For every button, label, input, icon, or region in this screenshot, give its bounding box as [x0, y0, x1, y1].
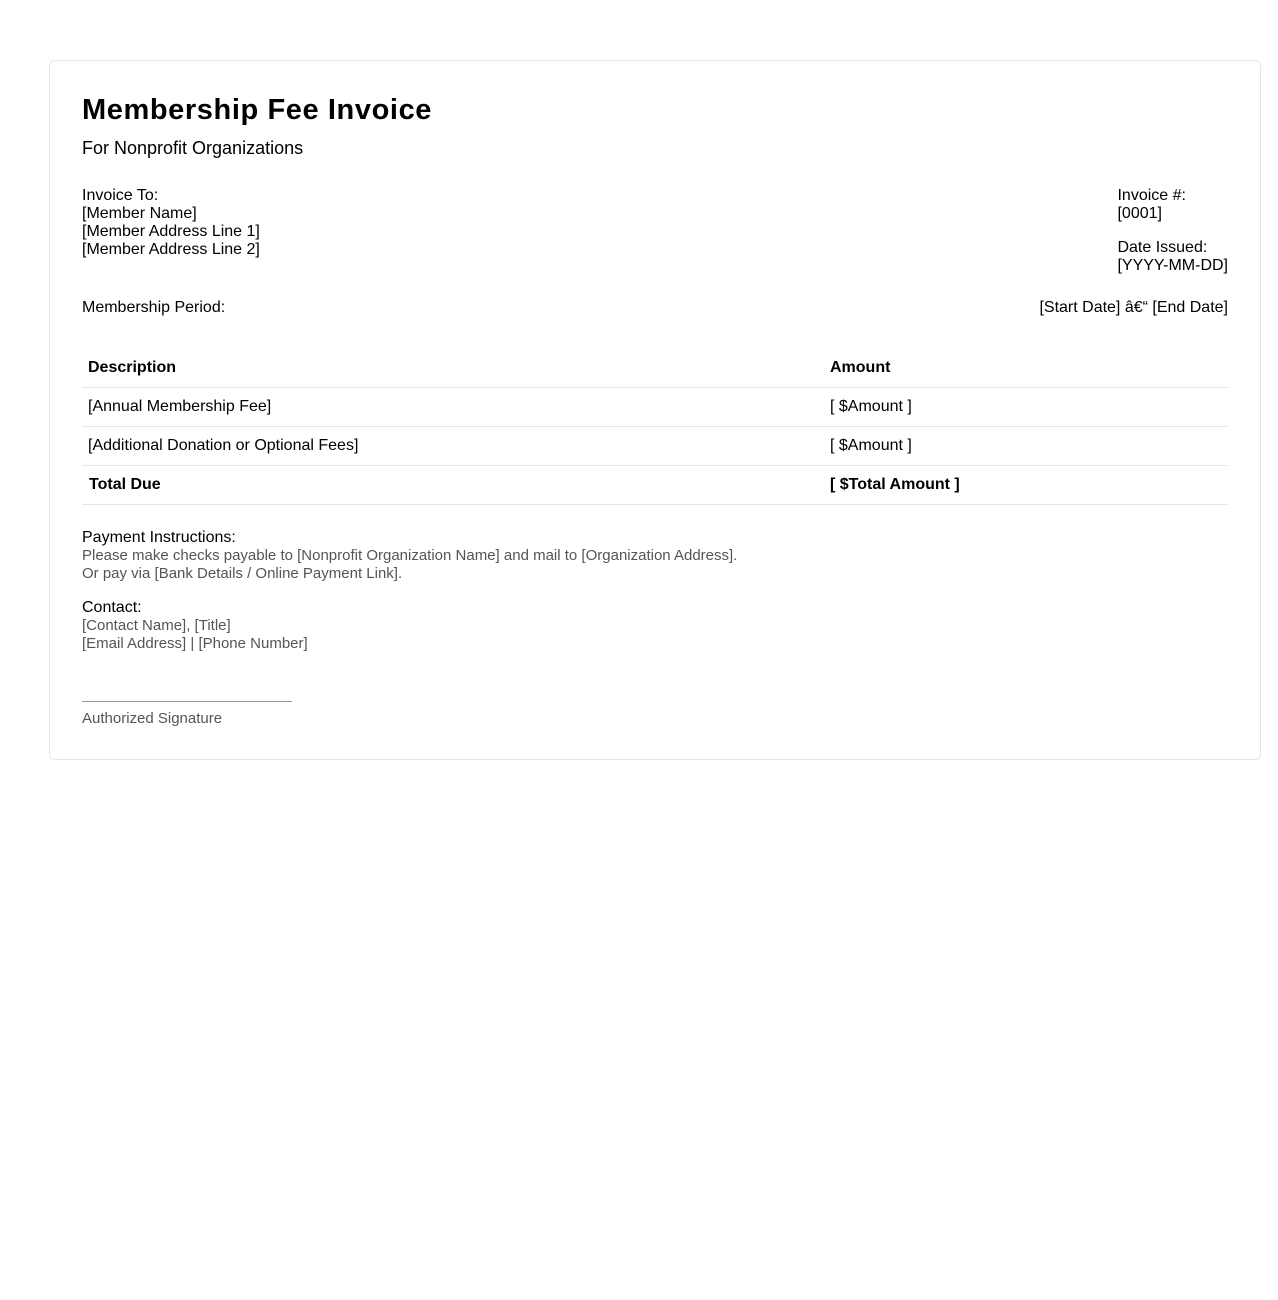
amount-header: Amount: [824, 348, 1228, 388]
total-amount: [ $Total Amount ]: [824, 466, 1228, 505]
payment-instructions: [82, 529, 1228, 583]
table-row: [82, 388, 1228, 427]
table-header-row: [82, 348, 1228, 388]
invoice-meta-block: [1117, 187, 1228, 275]
membership-period-value: [Start Date] â€“ [End Date]: [1039, 299, 1228, 316]
invoice-number-label: Invoice #:: [1117, 187, 1186, 204]
bill-to-label: Invoice To:: [82, 187, 159, 204]
payment-label: Payment Instructions:: [82, 529, 236, 546]
invoice-card: [49, 60, 1261, 760]
row-description: [Additional Donation or Optional Fees]: [82, 427, 824, 466]
contact-section: [82, 599, 1228, 653]
payment-line-2: Or pay via [Bank Details / Online Payment Link].: [82, 565, 403, 582]
payment-line-1: Please make checks payable to [Nonprofit Organization Name] and mail to [Organization Address].: [82, 547, 738, 564]
contact-label: Contact:: [82, 599, 142, 616]
contact-line-1: [Contact Name], [Title]: [82, 617, 231, 634]
membership-period: [82, 299, 1228, 317]
row-amount: [ $Amount ]: [824, 388, 1228, 427]
date-issued-label: Date Issued:: [1117, 239, 1208, 256]
contact-line-2: [Email Address] | [Phone Number]: [82, 635, 308, 652]
invoice-parties: [82, 187, 1228, 275]
invoice-title: Membership Fee Invoice: [82, 94, 433, 126]
description-header: Description: [82, 348, 824, 388]
bill-to-block: [82, 187, 260, 275]
membership-period-label: Membership Period:: [82, 299, 226, 316]
member-address-line-1: [Member Address Line 1]: [82, 223, 260, 240]
invoice-subtitle: For Nonprofit Organizations: [82, 138, 304, 158]
signature-label: Authorized Signature: [82, 710, 223, 727]
member-address-line-2: [Member Address Line 2]: [82, 241, 260, 258]
row-description: [Annual Membership Fee]: [82, 388, 824, 427]
member-name: [Member Name]: [82, 205, 197, 222]
total-row: [82, 466, 1228, 505]
line-items-table: [82, 348, 1228, 505]
date-issued-value: [YYYY-MM-DD]: [1117, 257, 1228, 274]
invoice-number-value: [0001]: [1117, 205, 1162, 222]
signature-line: [82, 701, 292, 702]
total-label: Total Due: [82, 466, 824, 505]
row-amount: [ $Amount ]: [824, 427, 1228, 466]
table-row: [82, 427, 1228, 466]
